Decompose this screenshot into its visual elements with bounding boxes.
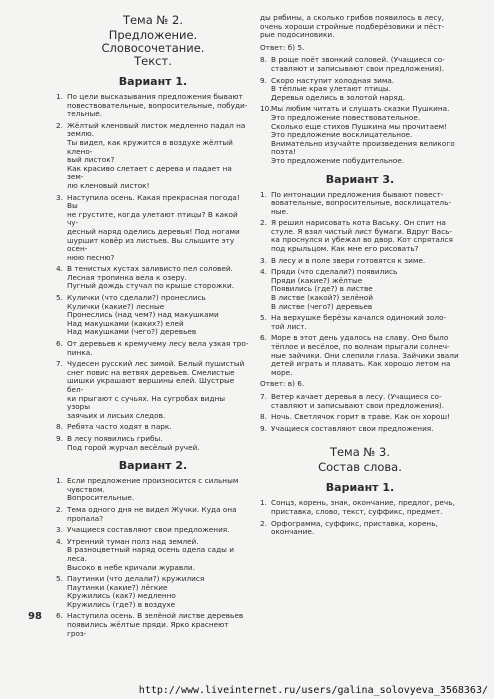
list-item [260, 77, 460, 103]
list-item [260, 105, 460, 165]
list-item [56, 526, 250, 535]
item-number: 3. [260, 255, 267, 265]
item-text: Ночь. Светлячок горит в траве. Как он хорош! [271, 412, 450, 422]
list-item [260, 425, 460, 434]
variant-heading: Вариант 1. [325, 481, 395, 495]
list-item [56, 265, 250, 291]
item-text: Чудесен русский лес зимой. Белый пушистый снег повис на ветвях деревьев. Смелистые шишки украшают вершины елей. Шустрые бел- ки прыгают с сучьях. На сугробах видны узоры заячьих и лисьих следов. [67, 359, 245, 420]
item-number: 2. [260, 218, 267, 228]
continued-text: ды рябины, а сколько грибов появилось в лесу, очень хороши стройные подберёзовики и пёст- рые подосиновики. [260, 13, 445, 40]
answer-line: Ответ: в) 6. [260, 379, 305, 389]
item-number: 8. [56, 422, 63, 432]
item-text: От деревьев к кремучему лесу вела узкая тро- пинка. [67, 339, 249, 357]
item-number: 4. [56, 536, 63, 546]
variant-2-list [56, 477, 250, 638]
page-number: 98 [28, 611, 42, 622]
list-item [260, 257, 460, 266]
item-text: Тема одного дня не видел Жучки. Куда она пропала? [67, 504, 237, 523]
item-number: 9. [56, 433, 63, 443]
list-item [56, 435, 250, 452]
item-text: Море в этот день удалось на славу. Оно было тёплое и весёлое, по волнам прыгали солнеч- ные зайчики. Они слепили глаза. Зайчики звали детей играть и плавать. Как хорошо летом на море. [271, 333, 459, 377]
item-text: Наступила осень. Какая прекрасная погода! Вы не грустите, когда улетают птицы? В какой чу- десный наряд оделись деревья! Под ногами шуршит ковёр из листьев. Вы слышите эту осен- нюю песню? [67, 192, 240, 262]
right-column [260, 14, 460, 540]
item-text: На верхушке берёзы качался одинокий золо- той лист. [271, 313, 447, 331]
item-number: 1. [260, 189, 267, 199]
item-number: 2. [56, 120, 63, 130]
item-text: По интонации предложения бывают повест- вовательные, вопросительные, восклицатель- ные. [271, 189, 452, 216]
item-text: Наступила осень. В зелёной листве деревьев появились жёлтые пряди. Ярко краснеют гроз- [67, 611, 244, 638]
list-item [56, 360, 250, 420]
list-item [260, 520, 460, 537]
item-number: 6. [56, 339, 63, 349]
answer-line: Ответ: б) 5. [260, 42, 305, 52]
list-item [260, 219, 460, 253]
item-text: В роще поёт звонкий соловей. (Учащиеся со- ставляют и записывают свои предложения). [271, 55, 445, 73]
list-item [56, 506, 250, 523]
list-item [260, 56, 460, 73]
topic-title: Тема № 2. [122, 13, 184, 27]
list-item [56, 194, 250, 263]
topic-subtitle: Текст. [134, 54, 172, 68]
list-item [56, 340, 250, 357]
item-text: По цели высказывания предложения бывают повествовательные, вопросительные, побуди- тельные. [67, 92, 248, 119]
item-text: В лесу появились грибы. Под горой журчал весёлый ручей. [67, 433, 200, 452]
list-item [56, 294, 250, 337]
item-number: 5. [56, 293, 63, 303]
topic-subtitle: Предложение. Словосочетание. [101, 28, 205, 55]
item-number: 4. [260, 267, 267, 277]
list-item [260, 499, 460, 516]
item-number: 6. [56, 611, 63, 621]
item-number: 1. [56, 92, 63, 101]
item-number: 8. [260, 412, 267, 422]
left-column [56, 14, 250, 641]
variant-2-continued-list [260, 56, 460, 165]
item-number: 1. [260, 498, 267, 508]
item-text: Мы любим читать и слушать сказки Пушкина. Это предложение повествовательное. Сколько еще стихов Пушкина мы прочитаем! Это предложение восклицательное. Внимательно изучайте произведения великого поэта! Это предложение побудительное. [271, 104, 455, 165]
list-item [56, 538, 250, 572]
list-item [56, 575, 250, 609]
item-number: 4. [56, 264, 63, 274]
item-number: 2. [56, 504, 63, 514]
variant-3-continued-list [260, 393, 460, 433]
item-number: 5. [56, 574, 63, 584]
topic-3-list [260, 499, 460, 536]
variant-heading: Вариант 2. [118, 459, 188, 473]
item-number: 8. [260, 55, 267, 65]
item-number: 7. [56, 359, 63, 369]
item-text: Учащиеся составляют свои предложения. [271, 423, 434, 433]
variant-3-list [260, 191, 460, 378]
item-text: Если предложение произносится с сильным чувством. Вопросительные. [67, 476, 239, 503]
item-text: В тенистых кустах заливисто пел соловей. Лесная тропинка вела к озеру. Пугный дождь стучал по крыше сторожки. [67, 264, 235, 291]
item-number: 10. [260, 104, 272, 114]
item-number: 3. [56, 192, 63, 202]
item-number: 5. [260, 313, 267, 323]
list-item [56, 122, 250, 191]
item-text: Утренний туман полз над землей. В разноцветный наряд осень одела сады и леса. Высоко в небе кричали журавли. [67, 536, 234, 572]
item-text: Скоро наступит холодная зима. В тёплые края улетают птицы. Деревья оделись в золотой наряд. [271, 75, 406, 102]
list-item [56, 477, 250, 503]
item-number: 6. [260, 333, 267, 343]
item-text: В лесу и в поле звери готовятся к зиме. [271, 255, 426, 265]
list-item [56, 93, 250, 119]
item-number: 9. [260, 423, 267, 433]
source-url-watermark[interactable]: http://www.liveinternet.ru/users/galina_solovyeva_3568363/ [138, 685, 488, 696]
list-item [260, 393, 460, 410]
item-text: Паутинки (что делали?) кружилися Паутинки (какие?) лёгкие Кружились (как?) медленно Кружились (где?) в воздухе [67, 574, 205, 609]
item-number: 7. [260, 391, 267, 401]
item-text: Пряди (что сделали?) появились Пряди (какие?) жёлтые Появились (где?) в листве В листве (какой?) зелёной В листве (чего?) деревьев [271, 267, 398, 311]
item-text: Ветер качает деревья в лесу. (Учащиеся со- ставляют и записывают свои предложения). [271, 391, 445, 410]
item-number: 1. [56, 476, 63, 486]
item-text: Кулички (что сделали?) пронеслись Кулички (какие?) лесные Пронеслись (над чем?) над макушками Над макушками (каких?) елей Над макушками (чего?) деревьев [67, 293, 219, 337]
item-text: Жёлтый кленовый листок медленно падал на землю. Ты видел, как кружится в воздухе жёлтый клено- вый листок? Как красиво слетает с дерева и падает на зем- лю кленовый листок! [67, 120, 246, 190]
list-item [260, 191, 460, 217]
list-item [56, 423, 250, 432]
list-item [56, 612, 250, 638]
list-item [260, 268, 460, 311]
item-number: 9. [260, 75, 267, 85]
item-text: Ребята часто ходят в парк. [67, 422, 172, 432]
topic-title: Тема № 3. [329, 445, 391, 460]
list-item [260, 314, 460, 331]
variant-heading: Вариант 1. [118, 75, 188, 88]
item-number: 2. [260, 518, 267, 528]
variant-heading: Вариант 3. [325, 172, 395, 186]
item-text: Учащиеся составляют свои предложения. [67, 525, 230, 535]
list-item [260, 413, 460, 422]
item-text: Я решил нарисовать кота Ваську. Он спит на стуле. Я взял чистый лист бумаги. Вдруг Вась- ка проснулся и убежал во двор. Кот спрятался под крыльцом. Как мне его рисовать? [271, 218, 453, 254]
list-item [260, 334, 460, 377]
variant-1-list [56, 93, 250, 452]
topic-subtitle: Состав слова. [318, 460, 402, 475]
item-text: Сонцз, корень, знак, окончание, предлог, речь, приставка, слово, текст, суффикс, предмет. [271, 498, 455, 516]
item-number: 3. [56, 525, 63, 535]
item-text: Орфограмма, суффикс, приставка, корень, окончание. [271, 518, 438, 537]
